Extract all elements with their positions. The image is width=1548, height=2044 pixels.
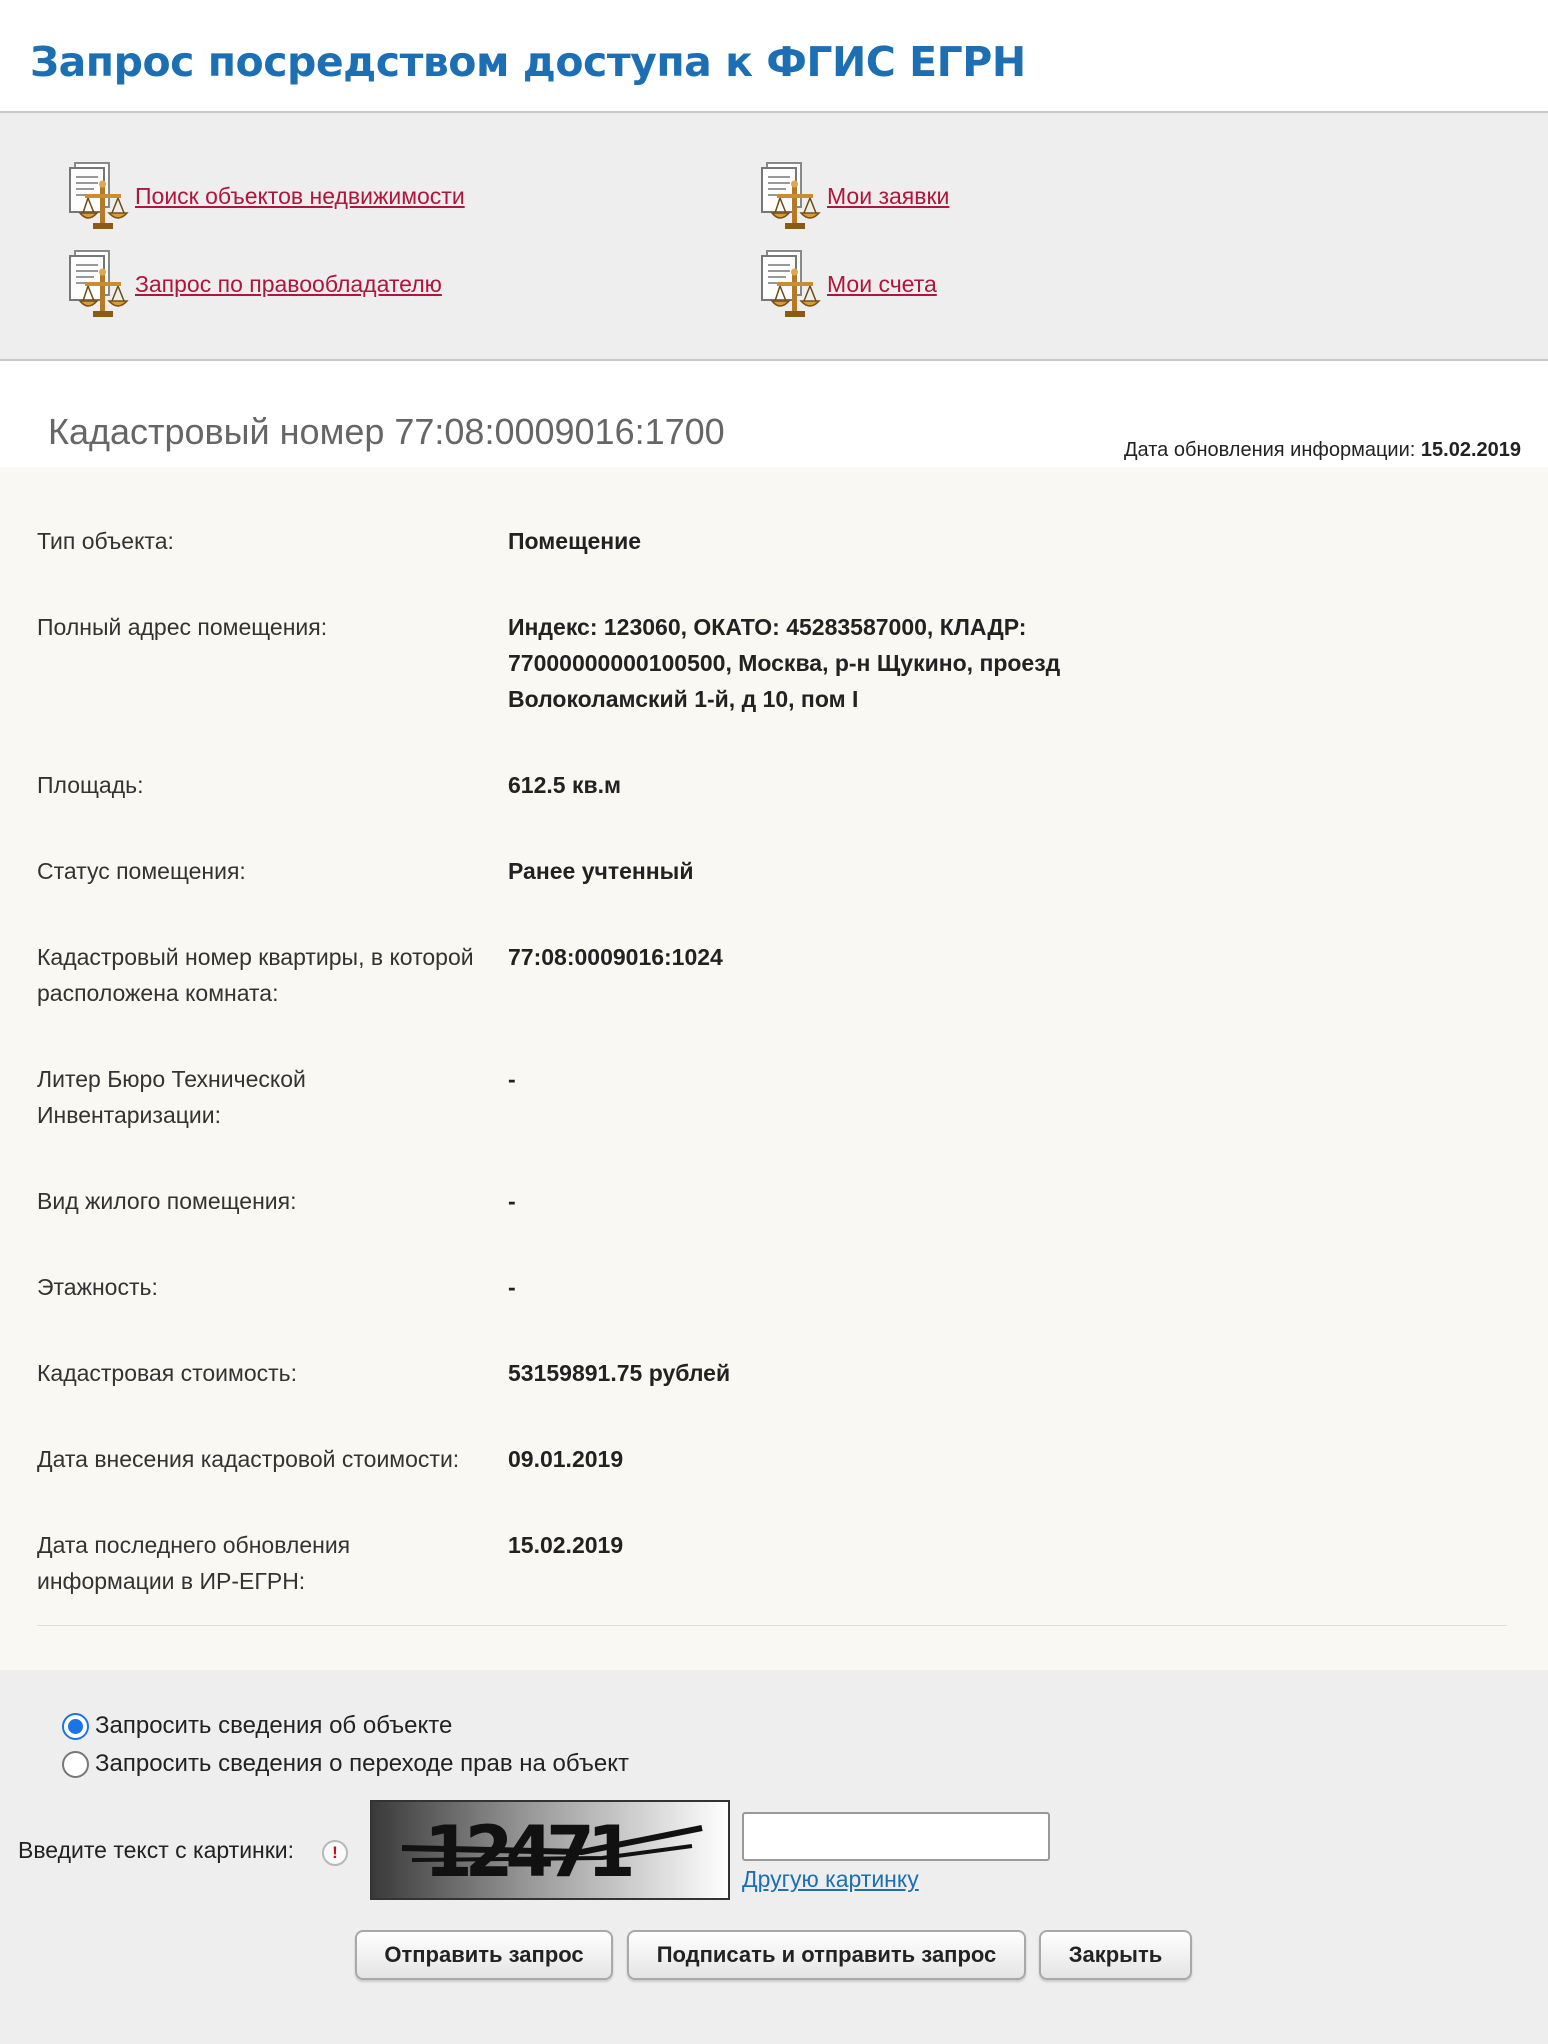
info-label: Этажность:	[37, 1274, 158, 1300]
info-label: Дата последнего обновления информации в ИР-ЕГРН:	[37, 1532, 351, 1594]
nav-my-invoices[interactable]	[759, 249, 937, 319]
nav-my-requests[interactable]	[759, 161, 949, 231]
radio-rights-transfer[interactable]	[62, 1750, 629, 1778]
captcha-image	[370, 1800, 730, 1900]
info-value: 15.02.2019	[508, 1532, 624, 1558]
nav-owner-request-link[interactable]: Запрос по правообладателю	[135, 270, 442, 297]
object-title-row	[0, 361, 1548, 467]
captcha-label: Введите текст с картинки:	[18, 1837, 295, 1863]
nav-my-requests-link[interactable]: Мои заявки	[827, 182, 950, 209]
required-info-icon: !	[322, 1840, 348, 1866]
radio-object-info[interactable]	[62, 1712, 452, 1740]
nav-search-objects-link[interactable]: Поиск объектов недвижимости	[135, 182, 465, 209]
captcha-text: 12471	[424, 1811, 628, 1893]
page-title: Запрос посредством доступа к ФГИС ЕГРН	[30, 38, 1026, 86]
info-label: Вид жилого помещения:	[37, 1188, 297, 1214]
nav-owner-request[interactable]	[67, 249, 442, 319]
captcha-input[interactable]	[742, 1812, 1050, 1861]
info-value: 53159891.75 рублей	[508, 1360, 731, 1386]
info-value: 09.01.2019	[508, 1446, 624, 1472]
nav-panel	[0, 113, 1548, 361]
captcha-picture	[372, 1802, 728, 1898]
info-label: Кадастровый номер квартиры, в которой расположена комната:	[37, 944, 474, 1006]
page-header	[0, 0, 1548, 113]
close-button[interactable]: Закрыть	[1039, 1930, 1192, 1980]
request-form	[0, 1670, 1548, 2044]
other-picture-link[interactable]: Другую картинку	[742, 1866, 919, 1892]
sign-and-send-button[interactable]: Подписать и отправить запрос	[627, 1930, 1026, 1980]
cadastral-number-title: Кадастровый номер 77:08:0009016:1700	[48, 411, 725, 452]
info-value: -	[508, 1066, 516, 1092]
nav-my-invoices-link[interactable]: Мои счета	[827, 270, 937, 297]
radio-button[interactable]	[62, 1751, 89, 1778]
info-label: Тип объекта:	[37, 528, 174, 554]
info-label: Литер Бюро Технической Инвентаризации:	[37, 1066, 306, 1128]
radio-button-selected[interactable]	[62, 1713, 89, 1740]
info-value: Ранее учтенный	[508, 858, 694, 884]
info-value: -	[508, 1188, 516, 1214]
send-request-button[interactable]: Отправить запрос	[355, 1930, 613, 1980]
radio-rights-transfer-label: Запросить сведения о переходе прав на объект	[95, 1750, 629, 1777]
update-info	[1124, 439, 1521, 462]
info-value: 612.5 кв.м	[508, 772, 622, 798]
info-label: Кадастровая стоимость:	[37, 1360, 298, 1386]
info-label: Площадь:	[37, 772, 144, 798]
info-label: Полный адрес помещения:	[37, 614, 328, 640]
document-scales-icon	[67, 161, 133, 231]
update-label: Дата обновления информации:	[1124, 439, 1416, 461]
document-scales-icon	[67, 249, 133, 319]
update-date: 15.02.2019	[1420, 439, 1521, 461]
info-label: Статус помещения:	[37, 858, 246, 884]
info-value: Индекс: 123060, ОКАТО: 45283587000, КЛАДР: 77000000000100500, Москва, р-н Щукино, проезд Волоколамский 1-й, д 10, пом I	[508, 614, 1061, 712]
document-scales-icon	[759, 161, 825, 231]
table-divider	[37, 1625, 1507, 1626]
info-value: Помещение	[508, 528, 642, 554]
object-info-table	[0, 467, 1548, 1670]
info-label: Дата внесения кадастровой стоимости:	[37, 1446, 460, 1472]
info-value: -	[508, 1274, 516, 1300]
radio-object-info-label: Запросить сведения об объекте	[95, 1712, 453, 1739]
info-value: 77:08:0009016:1024	[508, 944, 723, 970]
nav-search-objects[interactable]	[67, 161, 465, 231]
document-scales-icon	[759, 249, 825, 319]
